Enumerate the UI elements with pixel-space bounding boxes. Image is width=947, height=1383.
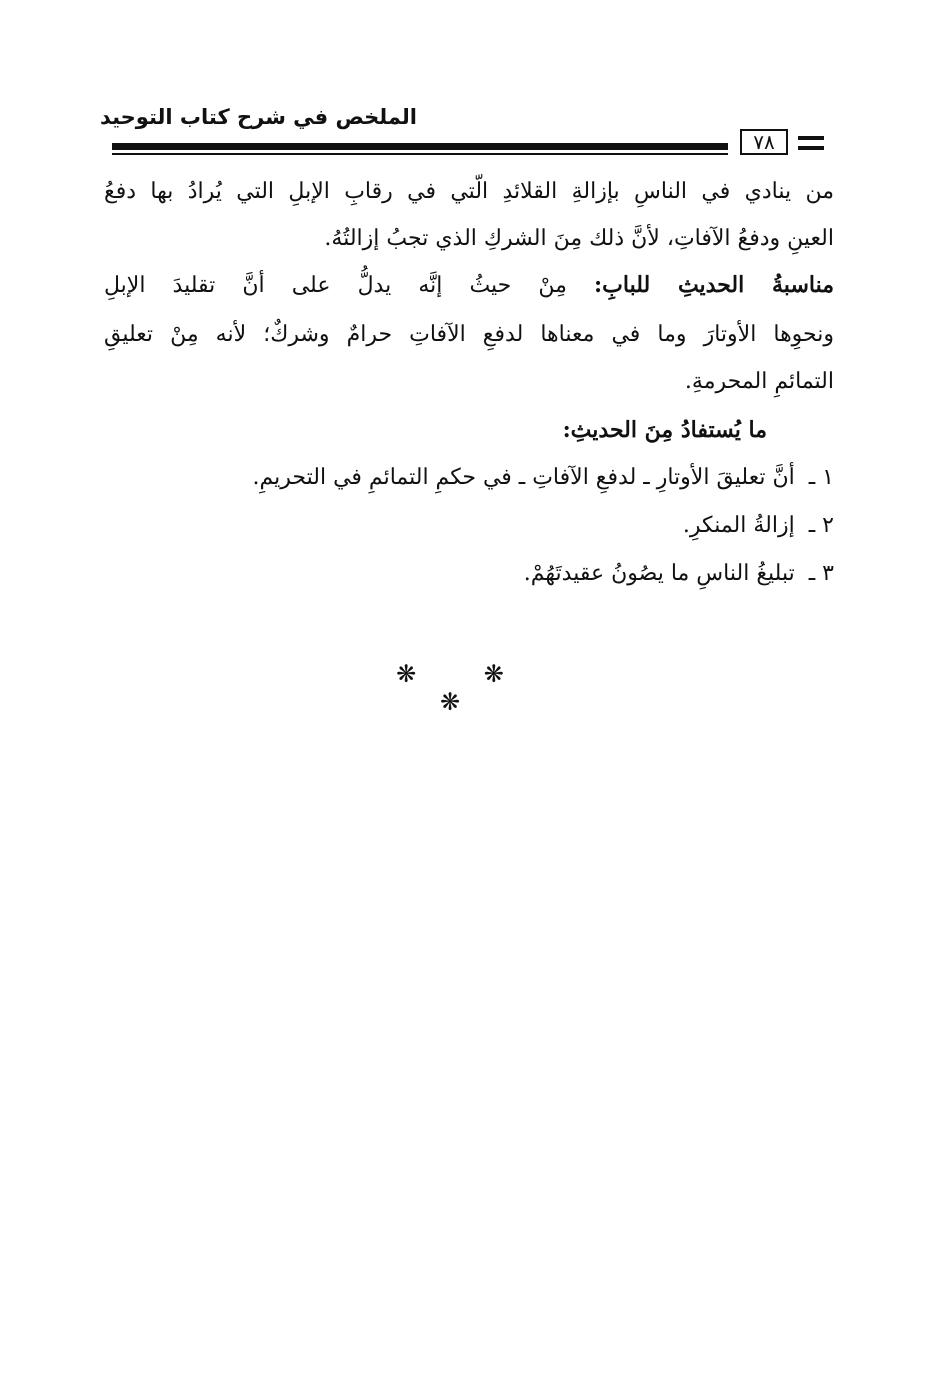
list-item xyxy=(524,554,834,594)
header-ornament-bottom xyxy=(798,146,824,150)
page-number: ٧٨ xyxy=(740,129,788,155)
paragraph-text: مِنْ حيثُ إنَّه يدلُّ على أنَّ تقليدَ الإبلِ xyxy=(104,273,567,298)
section-separator: ❋ ❋ ❋ xyxy=(396,660,534,716)
header-rule-thin xyxy=(112,153,728,155)
paragraph-line xyxy=(104,265,834,306)
list-number: ٢ ـ xyxy=(808,513,834,538)
header-ornament-top xyxy=(798,136,824,140)
paragraph-line: من ينادي في الناسِ بإزالةِ القلائدِ الّتي في رقابِ الإبلِ التي يُرادُ بها دفعُ xyxy=(104,179,834,204)
section-label: مناسبةُ الحديثِ للبابِ: xyxy=(594,272,834,298)
list-text: إزالةُ المنكرِ. xyxy=(682,513,795,538)
list-number: ٣ ـ xyxy=(808,561,834,586)
running-header-title: الملخص في شرح كتاب التوحيد xyxy=(99,105,417,129)
paragraph-line: التمائمِ المحرمةِ. xyxy=(684,369,834,394)
list-text: أنَّ تعليقَ الأوتارِ ـ لدفعِ الآفاتِ ـ في حكمِ التمائمِ في التحريمِ. xyxy=(252,465,795,490)
list-text: تبليغُ الناسِ ما يصُونُ عقيدتَهُمْ. xyxy=(523,561,795,586)
paragraph-line: ونحوِها الأوتارَ وما في معناها لدفعِ الآفاتِ حرامٌ وشركٌ؛ لأنه مِنْ تعليقِ xyxy=(104,322,834,347)
list-item xyxy=(683,506,834,546)
section-heading: ما يُستفادُ مِنَ الحديثِ: xyxy=(562,417,767,443)
list-number: ١ ـ xyxy=(808,465,834,490)
list-item xyxy=(253,458,834,498)
paragraph-line: العينِ ودفعُ الآفاتِ، لأنَّ ذلك مِنَ الشركِ الذي تجبُ إزالتُهُ. xyxy=(324,226,834,251)
header-rule-thick xyxy=(112,143,728,150)
